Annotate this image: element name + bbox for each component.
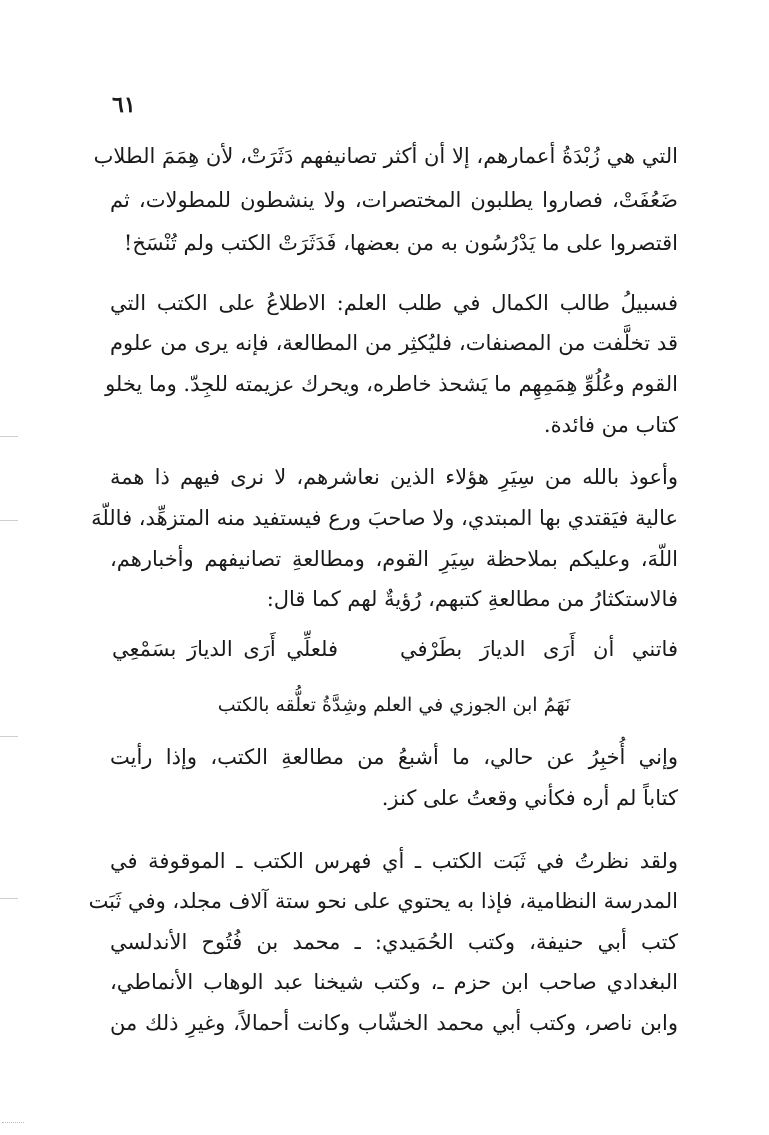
text-line: وأعوذ بالله من سِيَرِ هؤلاء الذين نعاشرهم، لا نرى فيهم ذا همة (110, 465, 678, 489)
text-line: عالية فيَقتدي بها المبتدي، ولا صاحبَ ورع فيستفيد منه المتزهِّد، فاللّهَ (91, 506, 678, 530)
text-line: فالاستكثارُ من مطالعةِ كتبهم، رُؤيةٌ لهم كما قال: (266, 587, 678, 611)
text-line: كتاب من فائدة. (543, 413, 678, 437)
text-line: ضَعُفَتْ، فصاروا يطلبون المختصرات، ولا ينشطون للمطولات، ثم (110, 188, 678, 212)
text-line: ولقد نظرتُ في ثَبَت الكتب ـ أي فهرس الكتب ـ الموقوفة في (110, 849, 678, 873)
text-line: وإني أُخبِرُ عن حالي، ما أشبعُ من مطالعةِ الكتب، وإذا رأيت (110, 745, 678, 769)
scan-edge-mark (0, 436, 18, 437)
verse-second-hemistich: فلعلِّي أَرَى الديارَ بسَمْعِي (112, 637, 338, 661)
text-line: قد تخلَّفت من المصنفات، فليُكثِر من المطالعة، فإنه يرى من علوم (110, 331, 678, 355)
scan-edge-mark (0, 898, 18, 899)
text-line: البغدادي صاحب ابن حزم ـ، وكتب شيخنا عبد الوهاب الأنماطي، (110, 970, 678, 994)
text-line: التي هي زُبْدَةُ أعمارهم، إلا أن أكثر تصانيفهم دَثَرَتْ، لأن هِمَمَ الطلاب (93, 144, 678, 168)
scan-edge-mark (0, 736, 18, 737)
verse-first-hemistich: فاتني أن أَرَى الديارَ بطَرْفي (400, 637, 678, 661)
text-line: اللّهَ، وعليكم بملاحظة سِيَرِ القوم، ومطالعةِ تصانيفهم وأخبارهم، (110, 547, 678, 571)
scan-edge-mark (0, 520, 18, 521)
text-line: وابن ناصر، وكتب أبي محمد الخشّاب وكانت أحمالاً، وغيرِ ذلك من (110, 1011, 678, 1035)
text-line: المدرسة النظامية، فإذا به يحتوي على نحو ستة آلاف مجلد، وفي ثَبَت (88, 889, 678, 913)
text-line: كتب أبي حنيفة، وكتب الحُمَيدي: ـ محمد بن فُتُوح الأندلسي (110, 930, 678, 954)
scan-corner-mark (2, 1122, 24, 1127)
text-line: اقتصروا على ما يَدْرُسُون به من بعضها، فَدَثَرَتْ الكتب ولم تُنْسَخ! (123, 231, 678, 255)
page-number: ٦١ (112, 92, 136, 118)
text-line: كتاباً لم أره فكأني وقعتُ على كنز. (381, 786, 678, 810)
section-heading: نَهَمُ ابن الجوزي في العلم وشِدَّةُ تعلُّقه بالكتب (217, 694, 571, 716)
text-line: القوم وعُلُوِّ هِمَمِهِم ما يَشحذ خاطره، ويحرك عزيمته للجِدّ. وما يخلو (105, 372, 678, 396)
text-line: فسبيلُ طالب الكمال في طلب العلم: الاطلاعُ على الكتب التي (110, 291, 678, 315)
